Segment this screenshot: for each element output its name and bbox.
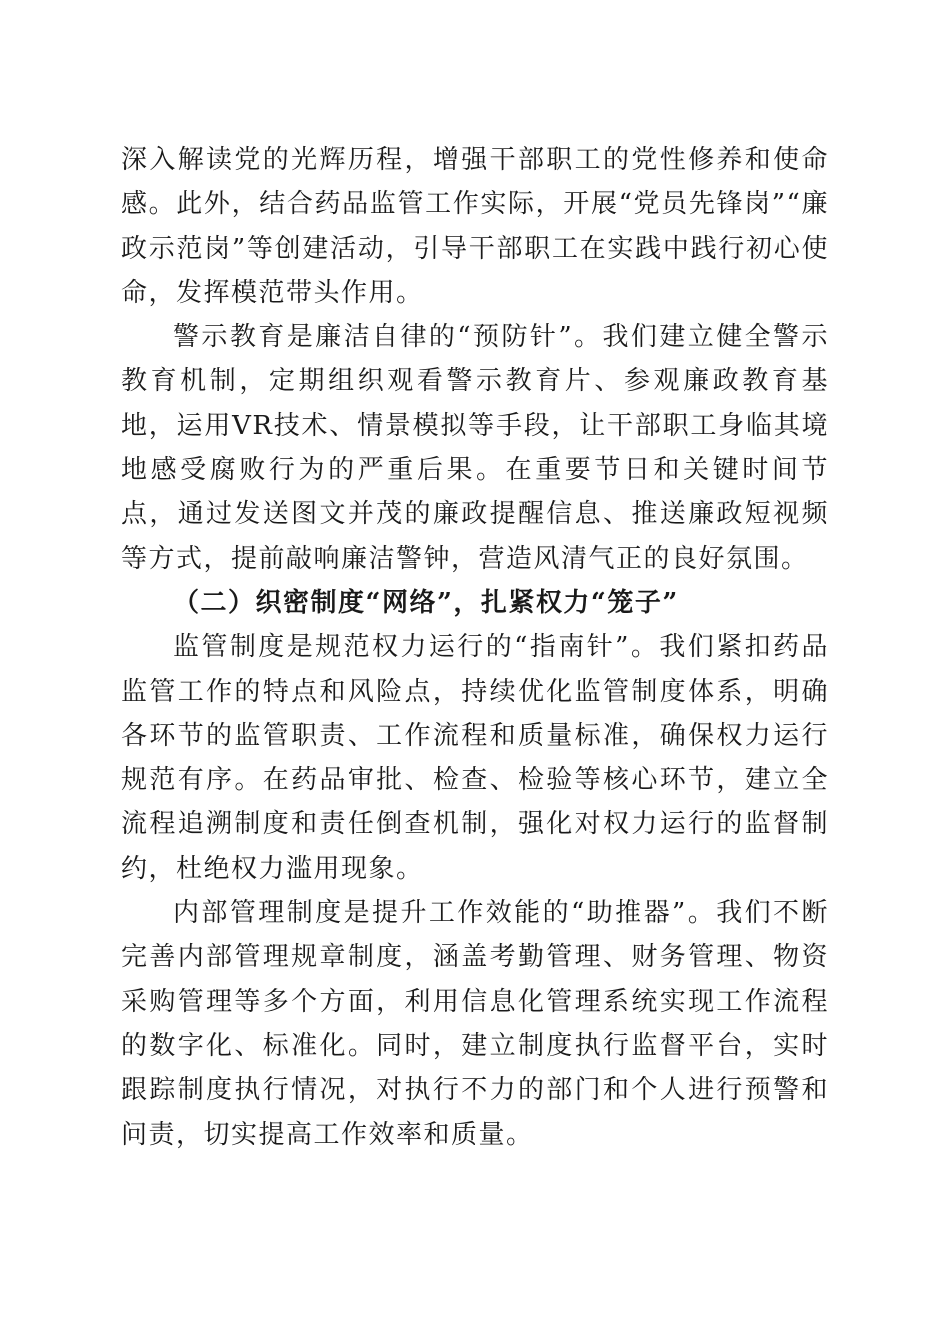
paragraph-warning-education: 警示教育是廉洁自律的“预防针”。我们建立健全警示教育机制，定期组织观看警示教育片、参观廉政教育基地，运用VR技术、情景模拟等手段，让干部职工身临其境地感受腐败行为的严重后果。在重要节日和关键时间节点，通过发送图文并茂的廉政提醒信息、推送廉政短视频等方式，提前敲响廉洁警钟，营造风清气正的良好氛围。 xyxy=(121,322,829,574)
document-body xyxy=(121,138,829,1157)
paragraph-supervision-system: 监管制度是规范权力运行的“指南针”。我们紧扣药品监管工作的特点和风险点，持续优化监管制度体系，明确各环节的监管职责、工作流程和质量标准，确保权力运行规范有序。在药品审批、检查、检验等核心环节，建立全流程追溯制度和责任倒查机制，强化对权力运行的监督制约，杜绝权力滥用现象。 xyxy=(121,632,829,884)
paragraph-internal-management: 内部管理制度是提升工作效能的“助推器”。我们不断完善内部管理规章制度，涵盖考勤管理、财务管理、物资采购管理等多个方面，利用信息化管理系统实现工作流程的数字化、标准化。同时，建立制度执行监督平台，实时跟踪制度执行情况，对执行不力的部门和个人进行预警和问责，切实提高工作效率和质量。 xyxy=(121,898,829,1150)
paragraph-continuation: 深入解读党的光辉历程，增强干部职工的党性修养和使命感。此外，结合药品监管工作实际，开展“党员先锋岗”“廉政示范岗”等创建活动，引导干部职工在实践中践行初心使命，发挥模范带头作用。 xyxy=(121,145,829,308)
section-heading: （二）织密制度“网络”，扎紧权力“笼子” xyxy=(173,587,679,618)
